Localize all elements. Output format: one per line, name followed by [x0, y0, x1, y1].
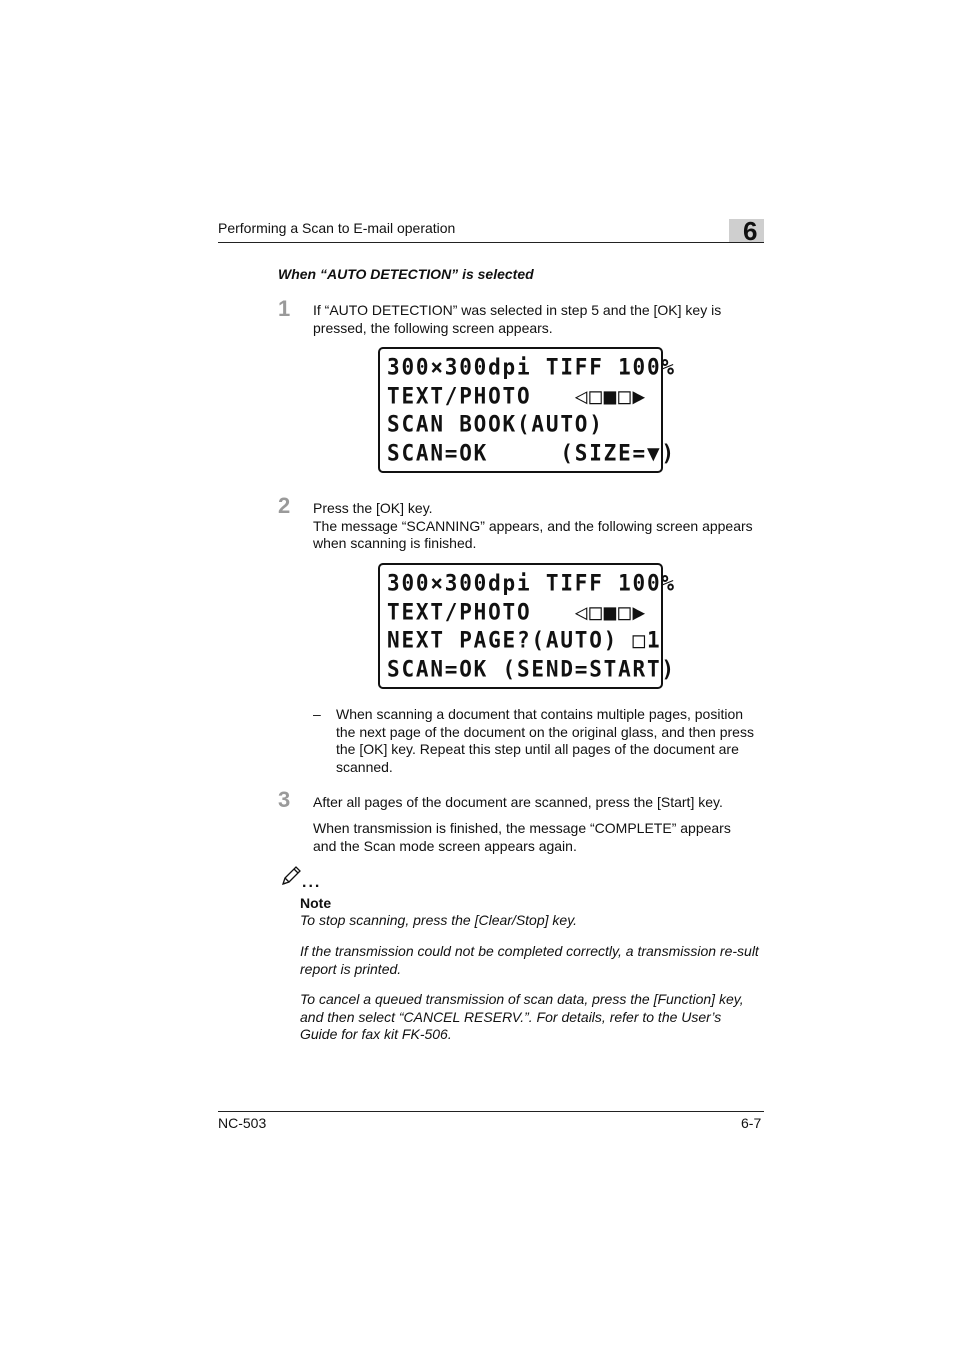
lcd-line: TEXT/PHOTO ◁□■□▶ — [387, 382, 647, 409]
step-2-line-2: The message “SCANNING” appears, and the following screen appears when scanning is finished. — [313, 517, 753, 551]
note-paragraph-3: To cancel a queued transmission of scan data, press the [Function] key, and then select “CANCEL RESERV.”. For details, refer to the User’s Guide for fax kit FK-506. — [300, 991, 744, 1042]
footer-divider — [218, 1111, 764, 1112]
lcd-line: SCAN=OK (SEND=START) — [387, 655, 676, 682]
step-number-1: 1 — [278, 296, 291, 321]
note-dots: ... — [302, 874, 322, 891]
step-3-text: After all pages of the document are scanned, press the [Start] key. — [313, 794, 723, 810]
step-2-line-1: Press the [OK] key. — [313, 500, 433, 516]
lcd-line: TEXT/PHOTO ◁□■□▶ — [387, 598, 647, 625]
section-heading: When “AUTO DETECTION” is selected — [278, 266, 534, 282]
step-1-text: If “AUTO DETECTION” was selected in step 5 and the [OK] key is pressed, the following screen appears. — [313, 302, 722, 336]
lcd-line: NEXT PAGE?(AUTO) □1 — [387, 627, 662, 653]
note-title: Note — [300, 895, 332, 911]
lcd-screen-2 — [378, 563, 676, 689]
note-paragraph-2: If the transmission could not be completed correctly, a transmission re-sult report is printed. — [300, 943, 759, 977]
lcd-screen-1 — [378, 347, 676, 473]
step-3-text-2: When transmission is finished, the message “COMPLETE” appears and the Scan mode screen appears again. — [313, 820, 731, 854]
chapter-number: 6 — [743, 216, 758, 246]
bullet-marker: – — [313, 706, 321, 722]
footer-model: NC-503 — [218, 1115, 267, 1131]
step-2-text — [313, 500, 763, 553]
lcd-line: 300×300dpi TIFF 100% — [387, 354, 676, 380]
bullet-text: When scanning a document that contains multiple pages, position the next page of the document on the original glass, and then press the [OK] key. Repeat this step until all pages of the document are scanned. — [336, 706, 754, 775]
lcd-line: SCAN=OK (SIZE=▼) — [387, 439, 676, 466]
header-divider — [218, 242, 764, 243]
step-number-2: 2 — [278, 493, 291, 518]
pencil-icon — [279, 864, 303, 893]
step-number-3: 3 — [278, 787, 291, 812]
note-paragraph-1: To stop scanning, press the [Clear/Stop] key. — [300, 912, 578, 928]
lcd-line: SCAN BOOK(AUTO) — [387, 411, 604, 437]
footer-page-number: 6-7 — [741, 1115, 762, 1131]
running-header: Performing a Scan to E-mail operation — [218, 220, 456, 236]
lcd-line: 300×300dpi TIFF 100% — [387, 570, 676, 596]
